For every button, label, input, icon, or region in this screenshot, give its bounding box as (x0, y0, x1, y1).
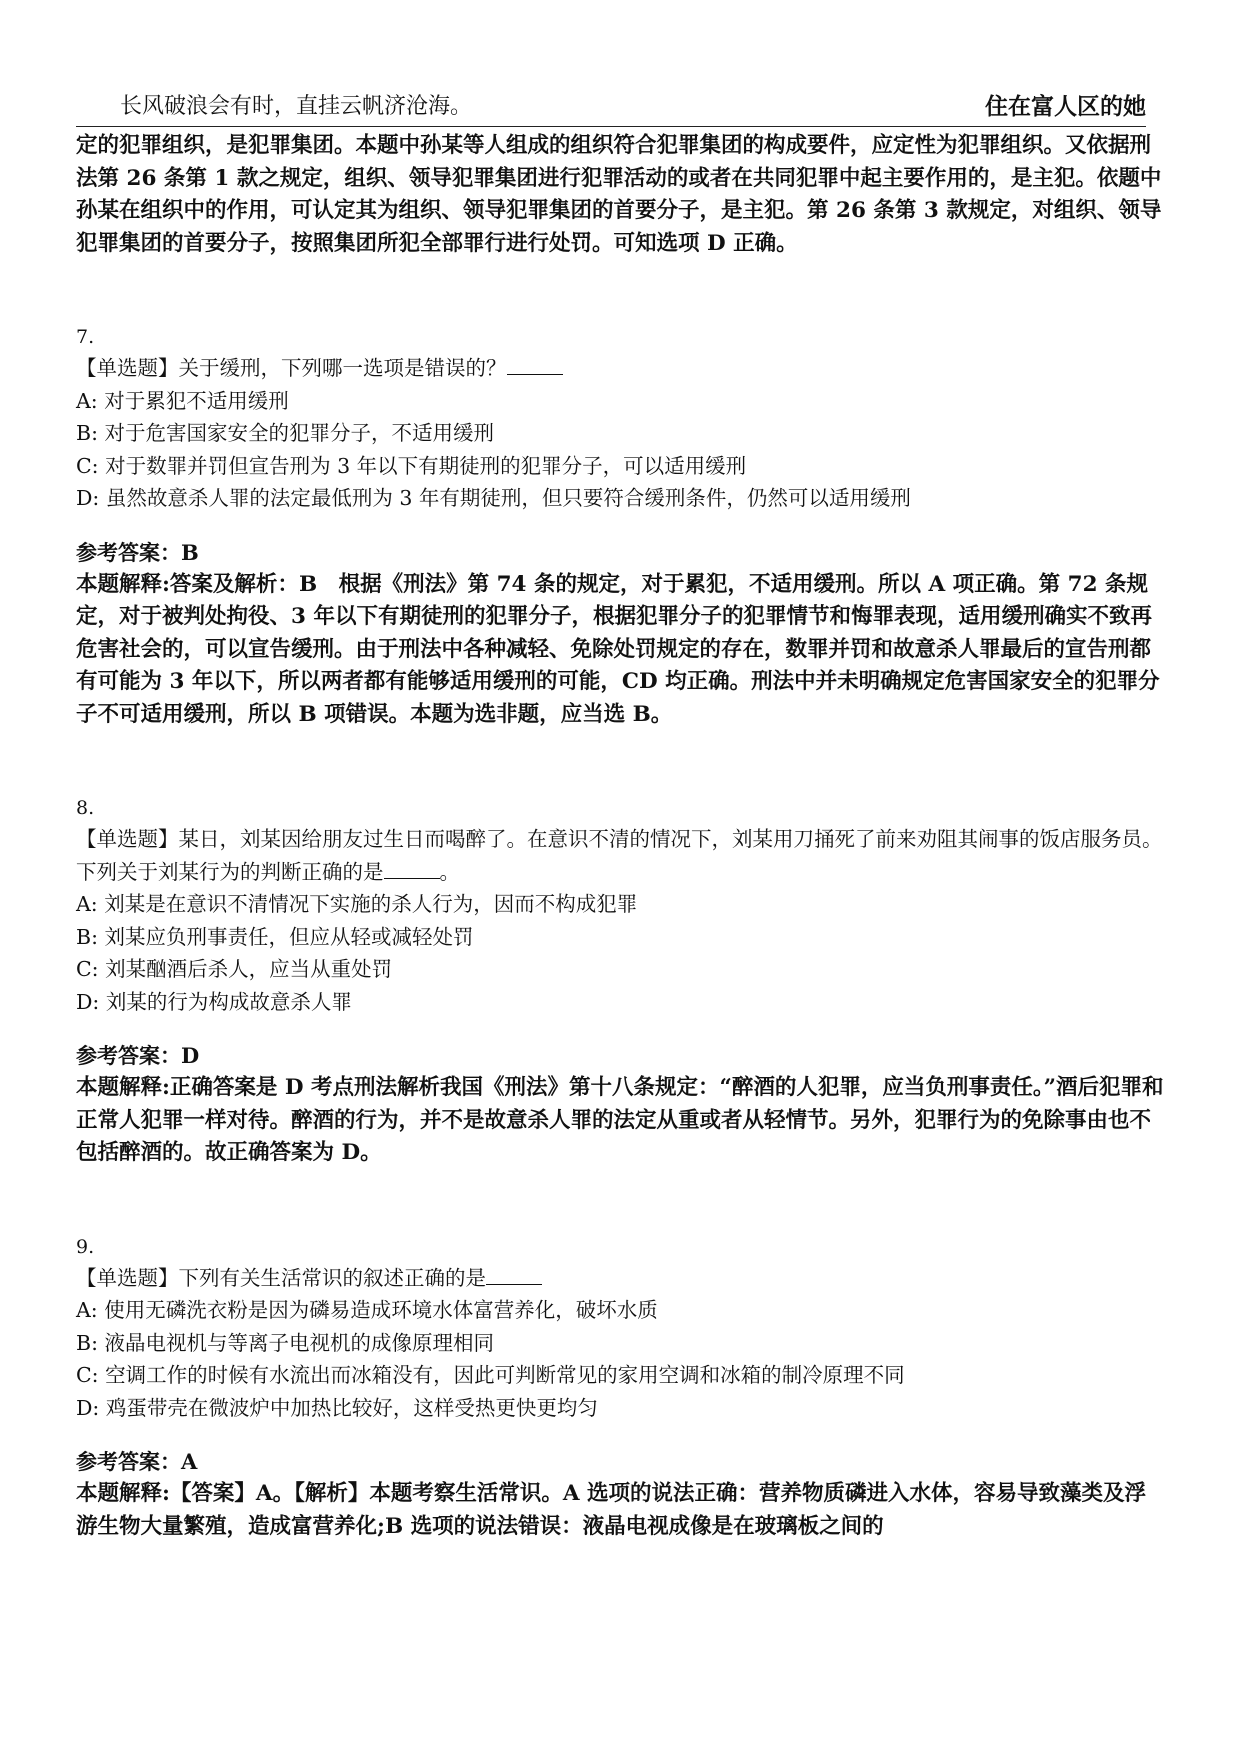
answer-blank (384, 860, 440, 879)
option-b: B: 刘某应负刑事责任，但应从轻或减轻处罚 (76, 924, 474, 949)
option-b: B: 液晶电视机与等离子电视机的成像原理相同 (76, 1330, 494, 1355)
option-c: C: 刘某酗酒后杀人，应当从重处罚 (76, 957, 393, 981)
header-brand: 住在富人区的她 (985, 93, 1146, 120)
question-stem (76, 352, 1166, 385)
header-divider (76, 126, 1146, 127)
option-d: D: 虽然故意杀人罪的法定最低刑为 3 年有期徒刑，但只要符合缓刑条件，仍然可以适用缓刑 (76, 486, 911, 510)
answer-explanation: 本题解释:【答案】A。【解析】本题考察生活常识。A 选项的说法正确：营养物质磷进入水体，容易导致藻类及浮游生物大量繁殖，造成富营养化;B 选项的说法错误：液晶电视成像是在玻璃板之间的 (76, 1481, 1147, 1539)
document-body (76, 130, 1166, 1543)
question-9 (76, 1232, 1166, 1544)
question-stem-suffix: 。 (439, 859, 460, 884)
question-stem-text: 【单选题】下列有关生活常识的叙述正确的是 (76, 1265, 486, 1290)
reference-answer: 参考答案：B (76, 539, 199, 565)
option-d: D: 刘某的行为构成故意杀人罪 (76, 989, 352, 1014)
answer-blank (486, 1266, 542, 1285)
answer-explanation: 本题解释:答案及解析：B 根据《刑法》第 74 条的规定，对于累犯，不适用缓刑。所以 A 项正确。第 72 条规定，对于被判处拘役、3 年以下有期徒刑的犯罪分子，根据犯罪分子的犯罪情节和悔罪表现，适用缓刑确实不致再危害社会的，可以宣告缓刑。由于刑法中各种减轻、免除处罚规定的存在，数罪并罚和故意杀人罪最后的宣告刑都有可能为 3 年以下，所以两者都有能够适用缓刑的可能，CD 均正确。刑法中并未明确规定危害国家安全的犯罪分子不可适用缓刑，所以 B 项错误。本题为选非题，应当选 B。 (76, 571, 1160, 727)
reference-answer: 参考答案：D (76, 1043, 200, 1068)
intro-paragraph: 定的犯罪组织，是犯罪集团。本题中孙某等人组成的组织符合犯罪集团的构成要件，应定性为犯罪组织。又依据刑法第 26 条第 1 款之规定，组织、领导犯罪集团进行犯罪活动的或者在共同犯罪中起主要作用的，是主犯。依题中孙某在组织中的作用，可认定其为组织、领导犯罪集团的首要分子，是主犯。第 26 条第 3 款规定，对组织、领导犯罪集团的首要分子，按照集团所犯全部罪行进行处罚。可知选项 D 正确。 (76, 133, 1162, 256)
page-header (0, 92, 1240, 132)
reference-answer: 参考答案：A (76, 1449, 198, 1474)
option-a: A: 刘某是在意识不清情况下实施的杀人行为，因而不构成犯罪 (76, 892, 638, 916)
option-a: A: 对于累犯不适用缓刑 (76, 388, 289, 413)
question-stem (76, 823, 1166, 888)
question-stem (76, 1262, 1166, 1295)
question-8 (76, 793, 1166, 1170)
option-b: B: 对于危害国家安全的犯罪分子，不适用缓刑 (76, 421, 494, 445)
option-d: D: 鸡蛋带壳在微波炉中加热比较好，这样受热更快更均匀 (76, 1395, 598, 1420)
option-a: A: 使用无磷洗衣粉是因为磷易造成环境水体富营养化，破坏水质 (76, 1298, 658, 1322)
question-7 (76, 322, 1166, 731)
question-number: 7. (76, 326, 95, 348)
question-number: 9. (76, 1235, 95, 1258)
answer-explanation: 本题解释:正确答案是 D 考点刑法解析我国《刑法》第十八条规定：“醉酒的人犯罪，应当负刑事责任。”酒后犯罪和正常人犯罪一样对待。醉酒的行为，并不是故意杀人罪的法定从重或者从轻情节。另外，犯罪行为的免除事由也不包括醉酒的。故正确答案为 D。 (76, 1075, 1164, 1165)
option-c: C: 对于数罪并罚但宣告刑为 3 年以下有期徒刑的犯罪分子，可以适用缓刑 (76, 453, 747, 478)
question-stem-text: 【单选题】关于缓刑，下列哪一选项是错误的？ (76, 356, 507, 380)
header-motto: 长风破浪会有时，直挂云帆济沧海。 (120, 94, 473, 119)
question-stem-text: 【单选题】某日，刘某因给朋友过生日而喝醉了。在意识不清的情况下，刘某用刀捅死了前来劝阻其闹事的饭店服务员。下列关于刘某行为的判断正确的是 (76, 827, 1163, 884)
answer-blank (507, 356, 563, 375)
option-c: C: 空调工作的时候有水流出而冰箱没有，因此可判断常见的家用空调和冰箱的制冷原理不同 (76, 1363, 905, 1387)
question-number: 8. (76, 797, 95, 819)
